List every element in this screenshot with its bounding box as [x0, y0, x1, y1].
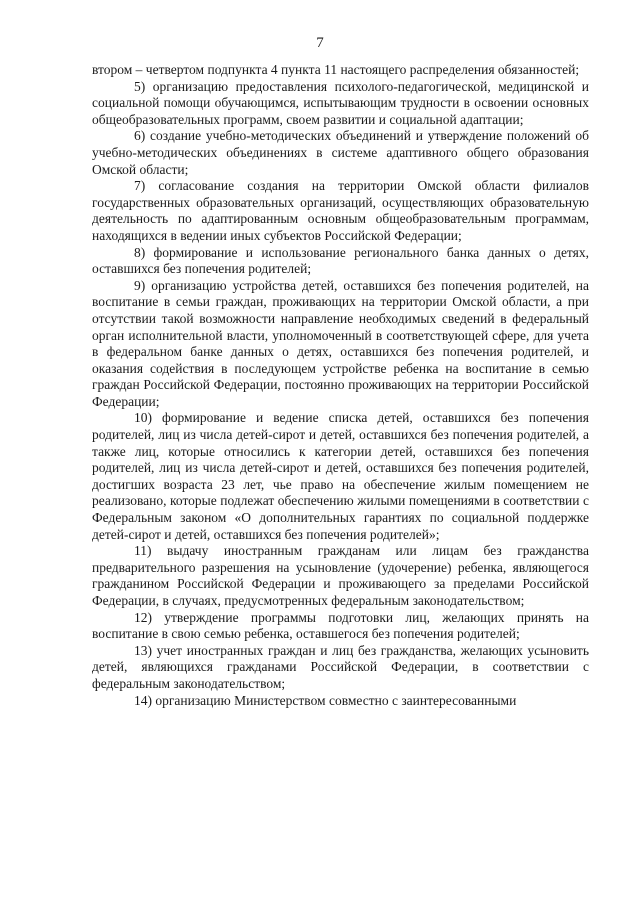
paragraph-item-13: 13) учет иностранных граждан и лиц без гражданства, желающих усыновить детей, являющихся гражданами Российской Федерации, в соответствии с федеральным законодательством; — [92, 642, 589, 691]
page-number: 7 — [316, 35, 324, 51]
paragraph-item-8: 8) формирование и использование регионального банка данных о детях, оставшихся без попечения родителей; — [92, 244, 589, 277]
paragraph-item-12: 12) утверждение программы подготовки лиц, желающих принять на воспитание в свою семью ребенка, оставшегося без попечения родителей; — [92, 609, 589, 642]
paragraph-item-5: 5) организацию предоставления психолого-педагогической, медицинской и социальной помощи обучающимся, испытывающим трудности в освоении основных общеобразовательных программ, своем развитии и социальной адаптации; — [92, 78, 589, 127]
paragraph-continuation: втором – четвертом подпункта 4 пункта 11 настоящего распределения обязанностей; — [92, 62, 580, 77]
paragraph-item-10: 10) формирование и ведение списка детей, оставшихся без попечения родителей, лиц из числа детей-сирот и детей, оставшихся без попечения родителей, а также лиц, которые относились к категории детей, оставшихся без попечения родителей, лиц из числа детей-сирот и детей, оставшихся без попечения родителей, достигших возраста 23 лет, чье право на обеспечение жилым помещением не реализовано, которые подлежат обеспечению жилыми помещениями в соответствии с Федеральным законом «О дополнительных гарантиях по социальной поддержке детей-сирот и детей, оставшихся без попечения родителей»; — [92, 410, 589, 542]
paragraph-item-7: 7) согласование создания на территории Омской области филиалов государственных образовательных организаций, осуществляющих образовательную деятельность по адаптированным основным общеобразовательным программам, находящихся в ведении иных субъектов Российской Федерации; — [92, 178, 589, 243]
paragraph-item-14: 14) организацию Министерством совместно с заинтересованными — [134, 692, 517, 708]
document-body — [92, 62, 589, 709]
paragraph-item-9: 9) организацию устройства детей, оставшихся без попечения родителей, на воспитание в семьи граждан, проживающих на территории Омской области, а при отсутствии такой возможности направление необходимых сведений в федеральный орган исполнительной власти, уполномоченный в соответствующей сфере, для учета в федеральном банке данных о детях, оставшихся без попечения родителей, и оказания содействия в последующем устройстве ребенка на воспитание в семью граждан Российской Федерации, постоянно проживающих на территории Российской Федерации; — [92, 277, 589, 409]
paragraph-item-11: 11) выдачу иностранным гражданам или лицам без гражданства предварительного разрешения на усыновление (удочерение) ребенка, являющегося гражданином Российской Федерации и проживающего за пределами Российской Федерации, в случаях, предусмотренных федеральным законодательством; — [92, 543, 589, 608]
paragraph-item-6: 6) создание учебно-методических объединений и утверждение положений об учебно-методических объединениях в системе адаптивного общего образования Омской области; — [92, 128, 589, 177]
